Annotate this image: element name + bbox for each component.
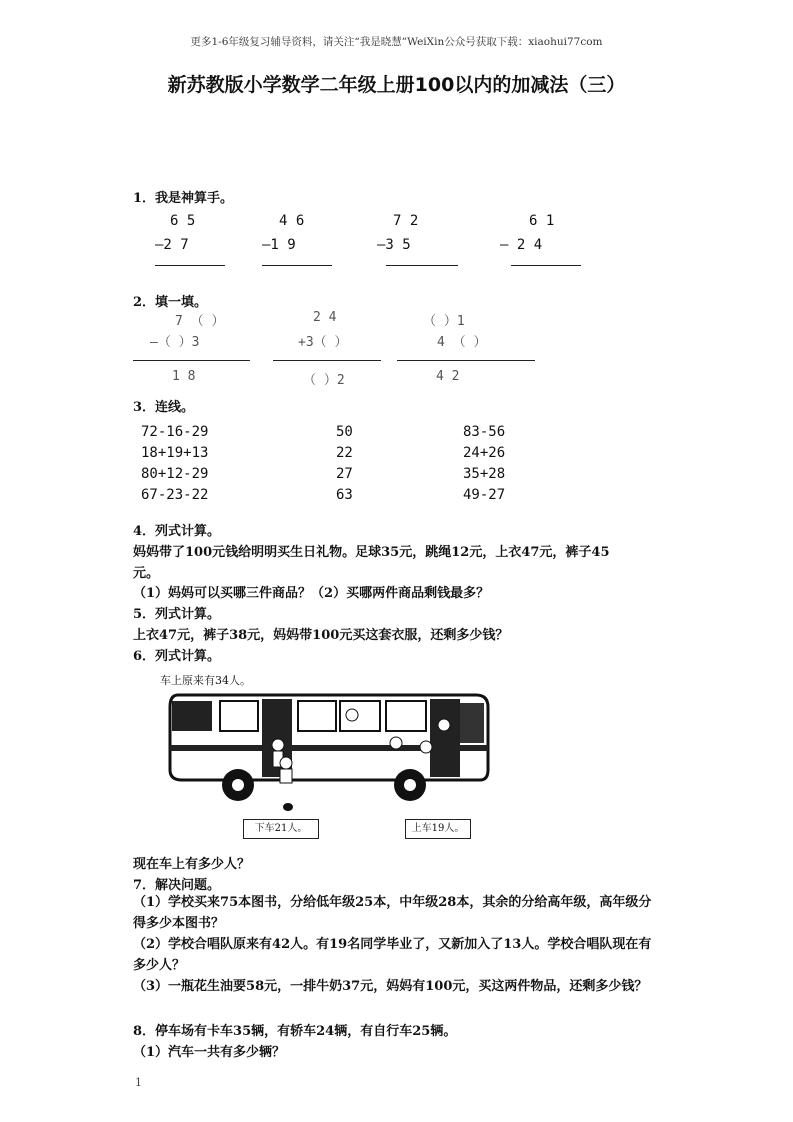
q1-problem-2-line <box>262 265 332 266</box>
q6-label-up: 上车19人。 <box>405 819 471 839</box>
q1-problem-3-top: 7 2 <box>393 213 419 229</box>
q2-problem-2-bottom: +3（ ） <box>298 335 348 350</box>
q2-problem-2-result: （ ）2 <box>303 373 345 388</box>
q2-problem-2-top: 2 4 <box>313 310 337 325</box>
q2-problem-3-bottom: 4 （ ） <box>437 335 487 350</box>
q2-problem-1-bottom: —（ ）3 <box>150 335 200 350</box>
q6-caption-top: 车上原来有34人。 <box>160 674 251 687</box>
q7-problem-2: （2）学校合唱队原来有42人。有19名同学毕业了，又新加入了13人。学校合唱队现在有多少人？ <box>133 937 652 973</box>
q6-question: 现在车上有多少人？ <box>133 857 251 872</box>
bus-illustration <box>160 685 495 815</box>
q1-problem-1-bottom: —2 7 <box>155 237 189 253</box>
q5-heading: 5．列式计算。 <box>133 607 221 622</box>
q2-problem-3-result: 4 2 <box>436 369 460 384</box>
q7-heading: 7．解决问题。 <box>133 878 221 893</box>
page-title: 新苏教版小学数学二年级上册100以内的加减法（三） <box>167 74 626 96</box>
q7-problem-3: （3）一瓶花生油要58元，一排牛奶37元，妈妈有100元，买这两件物品，还剩多少钱？ <box>133 979 648 994</box>
q5-text: 上衣47元，裤子38元，妈妈带100元买这套衣服，还剩多少钱？ <box>133 628 509 643</box>
q1-problem-3-line <box>386 265 458 266</box>
q2-problem-1-top: 7 （ ） <box>175 314 225 329</box>
q1-problem-1-top: 6 5 <box>170 213 196 229</box>
q3-right-2: 24+26 <box>463 445 506 461</box>
q3-mid-3: 27 <box>336 466 353 482</box>
q3-heading: 3．连线。 <box>133 400 195 415</box>
q2-problem-1-result: 1 8 <box>172 369 196 384</box>
q3-left-3: 80+12-29 <box>141 466 209 482</box>
q4-text-line-2: 元。 <box>133 566 160 581</box>
q4-heading: 4．列式计算。 <box>133 524 221 539</box>
q6-heading: 6．列式计算。 <box>133 649 221 664</box>
q2-problem-1-line <box>133 360 250 361</box>
q8-problem-1: （1）汽车一共有多少辆？ <box>133 1045 286 1060</box>
q3-left-4: 67-23-22 <box>141 487 209 503</box>
header-note: 更多1-6年级复习辅导资料，请关注“我是晓慧”WeiXin公众号获取下载：xiaohui77com <box>190 36 603 48</box>
page-number: 1 <box>135 1076 142 1089</box>
q4-questions: （1）妈妈可以买哪三件商品？（2）买哪两件商品剩钱最多？ <box>133 586 490 601</box>
q3-mid-1: 50 <box>336 424 353 440</box>
q4-text-line-1: 妈妈带了100元钱给明明买生日礼物。足球35元，跳绳12元，上衣47元，裤子45 <box>133 545 610 560</box>
q1-problem-2-bottom: —1 9 <box>262 237 296 253</box>
q2-problem-3-line <box>397 360 535 361</box>
q2-problem-2-line <box>273 360 381 361</box>
q8-heading: 8．停车场有卡车35辆，有轿车24辆，有自行车25辆。 <box>133 1024 457 1039</box>
q2-heading: 2．填一填。 <box>133 295 208 310</box>
q3-right-3: 35+28 <box>463 466 506 482</box>
q6-label-down: 下车21人。 <box>243 819 319 839</box>
q1-problem-3-bottom: —3 5 <box>377 237 411 253</box>
q3-left-2: 18+19+13 <box>141 445 209 461</box>
q2-problem-3-top: （ ）1 <box>423 314 465 329</box>
q3-mid-2: 22 <box>336 445 353 461</box>
q3-right-4: 49-27 <box>463 487 506 503</box>
q3-left-1: 72-16-29 <box>141 424 209 440</box>
q3-right-1: 83-56 <box>463 424 506 440</box>
q3-mid-4: 63 <box>336 487 353 503</box>
q1-problem-4-top: 6 1 <box>529 213 555 229</box>
q1-problem-4-bottom: — 2 4 <box>500 237 543 253</box>
q1-problem-1-line <box>155 265 225 266</box>
q1-problem-4-line <box>511 265 581 266</box>
q1-problem-2-top: 4 6 <box>279 213 305 229</box>
q7-problem-1: （1）学校买来75本图书，分给低年级25本，中年级28本，其余的分给高年级，高年级分得多少本图书？ <box>133 895 652 931</box>
q1-heading: 1．我是神算手。 <box>133 191 234 206</box>
